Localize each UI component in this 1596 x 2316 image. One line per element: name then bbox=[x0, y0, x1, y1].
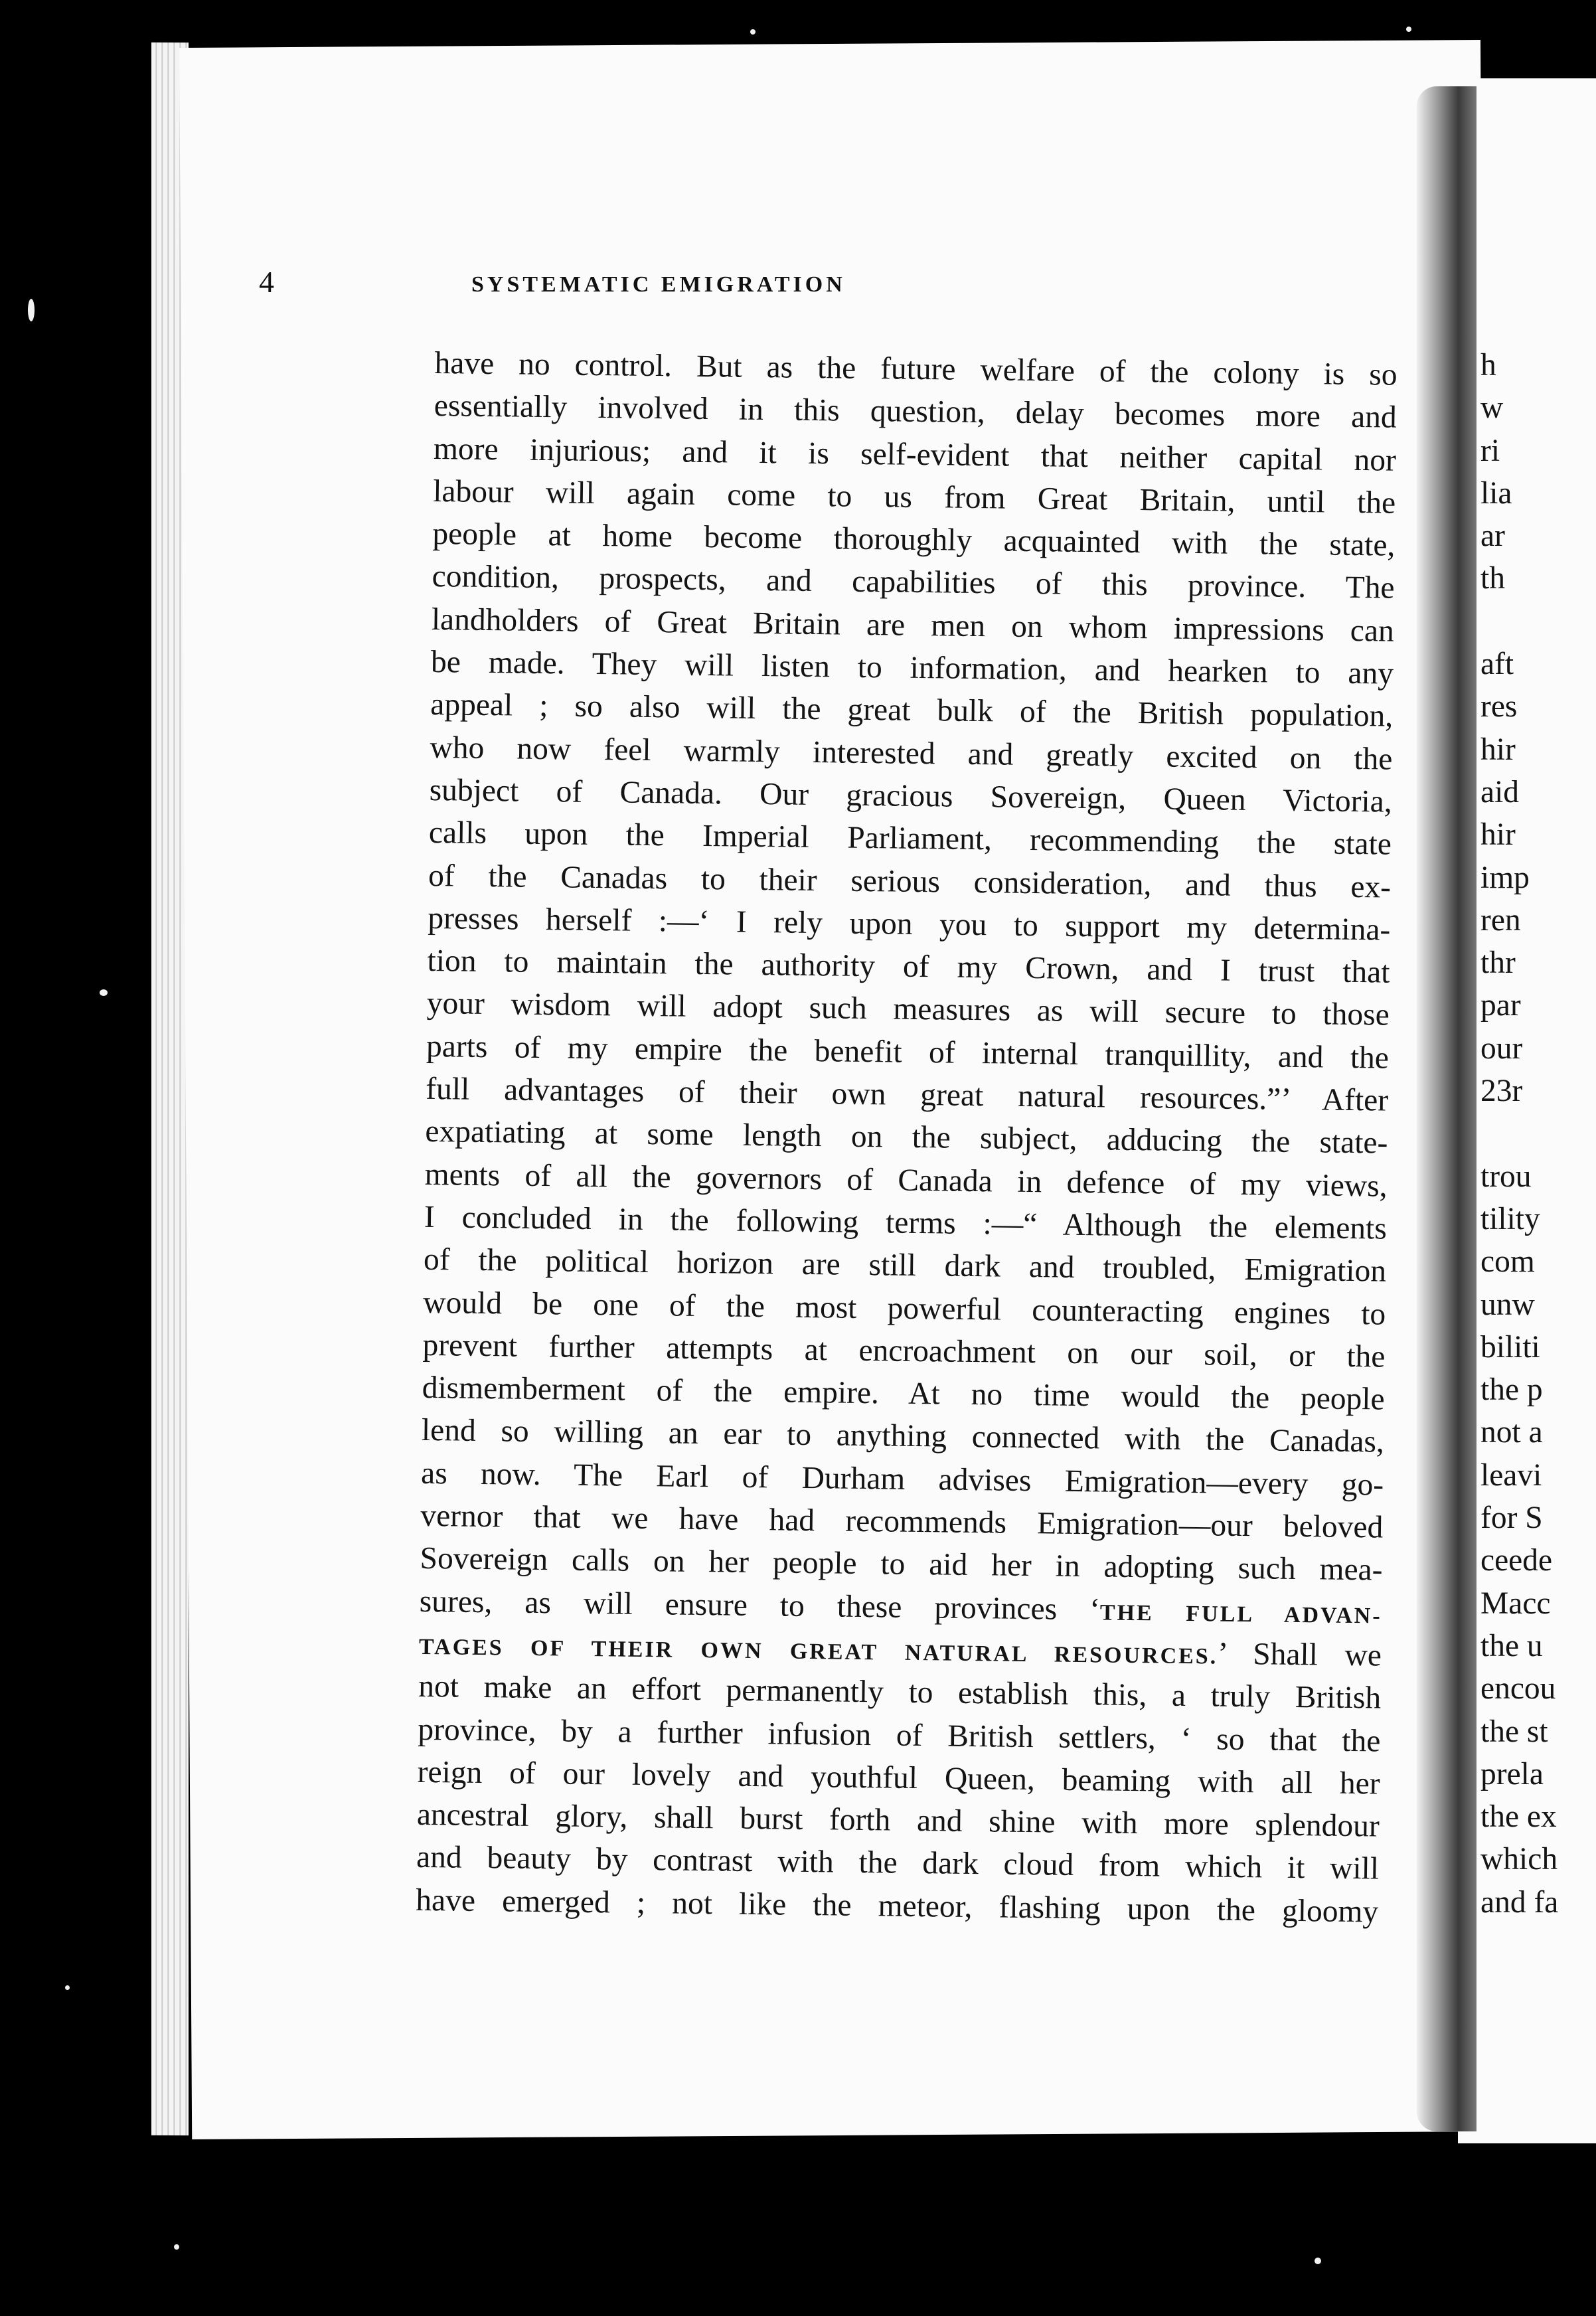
facing-page-line: the st bbox=[1480, 1714, 1548, 1749]
text-run: tion to maintain the authority of my Crown, and I trust that bbox=[427, 944, 1390, 990]
text-run: presses herself :—‘ I rely upon you to support my determina- bbox=[428, 900, 1391, 948]
text-run: as now. The Earl of Durham advises Emigration—every go- bbox=[420, 1455, 1384, 1503]
text-run: expatiating at some length on the subject, adducing the state- bbox=[425, 1114, 1388, 1161]
text-run: reign of our lovely and youthful Queen, beaming with all her bbox=[417, 1754, 1380, 1801]
text-run: parts of my empire the benefit of internal tranquillity, and the bbox=[426, 1029, 1390, 1076]
facing-page-line bbox=[1480, 600, 1596, 643]
text-run: have emerged ; not like the meteor, flashing upon the gloomy bbox=[416, 1882, 1379, 1930]
text-run: of the Canadas to their serious consideration, and thus ex- bbox=[428, 858, 1392, 905]
scan-speck bbox=[750, 29, 756, 35]
running-title: SYSTEMATIC EMIGRATION bbox=[471, 272, 846, 297]
facing-page-line: aid bbox=[1480, 774, 1520, 809]
facing-page-line: Macc bbox=[1480, 1586, 1551, 1621]
text-run: vernor that we have had recommends Emigration—our beloved bbox=[420, 1498, 1384, 1545]
text-run: who now feel warmly interested and greatly excited on the bbox=[430, 730, 1393, 777]
small-caps-text: THE FULL ADVAN- bbox=[1099, 1600, 1382, 1629]
text-run: I concluded in the following terms :—“ Although the elements bbox=[424, 1199, 1388, 1246]
text-run: have no control. But as the future welfare of the colony is so bbox=[434, 345, 1397, 392]
page-header bbox=[259, 264, 1129, 304]
facing-page-line: encou bbox=[1480, 1671, 1556, 1706]
scan-speck bbox=[28, 299, 35, 321]
facing-page-line: res bbox=[1480, 689, 1518, 724]
facing-page-line: and fa bbox=[1480, 1884, 1559, 1920]
body-text bbox=[416, 342, 1397, 1934]
text-run: full advantages of their own great natural resources.”’ After bbox=[425, 1071, 1389, 1118]
facing-page-text bbox=[1480, 344, 1596, 1924]
facing-page-line: for S bbox=[1480, 1501, 1543, 1536]
facing-page-line: lia bbox=[1480, 475, 1512, 511]
text-run: prevent further attempts at encroachment on our soil, or the bbox=[422, 1327, 1386, 1374]
page-number: 4 bbox=[259, 265, 274, 299]
text-run: ancestral glory, shall burst forth and shine with more splendour bbox=[416, 1797, 1380, 1844]
facing-page-line: ar bbox=[1480, 519, 1505, 554]
facing-page-line: not a bbox=[1480, 1415, 1543, 1450]
facing-page-line: com bbox=[1480, 1244, 1535, 1280]
facing-page-line: tility bbox=[1480, 1201, 1540, 1236]
text-run: appeal ; so also will the great bulk of the British population, bbox=[430, 687, 1394, 734]
scan-speck bbox=[100, 989, 108, 996]
facing-page-line: our bbox=[1480, 1031, 1523, 1066]
facing-page-line: ri bbox=[1480, 433, 1500, 468]
facing-page-line: aft bbox=[1480, 647, 1514, 682]
text-run: Sovereign calls on her people to aid her in adopting such mea- bbox=[420, 1541, 1383, 1588]
text-run: be made. They will listen to information, and hearken to any bbox=[430, 645, 1394, 691]
scan-speck bbox=[174, 2244, 179, 2250]
facing-page-line: thr bbox=[1480, 946, 1516, 981]
facing-page-line: 23r bbox=[1480, 1074, 1523, 1109]
facing-page-line: the u bbox=[1480, 1628, 1543, 1663]
text-run: dismemberment of the empire. At no time would the people bbox=[422, 1370, 1385, 1417]
facing-page-line: unw bbox=[1480, 1287, 1535, 1322]
facing-page-line: hir bbox=[1480, 817, 1516, 853]
text-run: of the political horizon are still dark and troubled, Emigration bbox=[423, 1242, 1387, 1289]
facing-page-line bbox=[1480, 1112, 1596, 1155]
facing-page-line: prela bbox=[1480, 1756, 1544, 1791]
text-run: subject of Canada. Our gracious Sovereign, Queen Victoria, bbox=[429, 772, 1392, 819]
text-run: people at home become thoroughly acquainted with the state, bbox=[432, 517, 1396, 563]
facing-page-line: biliti bbox=[1480, 1329, 1540, 1365]
text-run: ments of all the governors of Canada in defence of my views, bbox=[424, 1157, 1388, 1204]
text-run: ’ Shall we bbox=[1217, 1636, 1382, 1673]
text-run: labour will again come to us from Great Britain, until the bbox=[432, 473, 1396, 521]
facing-page-line: ren bbox=[1480, 902, 1521, 938]
text-run: condition, prospects, and capabilities of this province. The bbox=[432, 559, 1395, 606]
text-run: calls upon the Imperial Parliament, recommending the state bbox=[428, 815, 1392, 862]
text-run: essentially involved in this question, delay becomes more and bbox=[434, 388, 1397, 436]
text-run: would be one of the most powerful counteracting engines to bbox=[423, 1285, 1386, 1332]
scan-speck bbox=[65, 1985, 70, 1990]
facing-page-line: the p bbox=[1480, 1372, 1543, 1408]
facing-page-line: trou bbox=[1480, 1159, 1532, 1194]
text-run: more injurious; and it is self-evident that neither capital nor bbox=[433, 431, 1397, 478]
text-run: province, by a further infusion of British settlers, ‘ so that the bbox=[418, 1712, 1381, 1759]
facing-page-line: leavi bbox=[1480, 1457, 1542, 1493]
facing-page-line: the ex bbox=[1480, 1799, 1557, 1835]
text-run: your wisdom will adopt such measures as will secure to those bbox=[426, 986, 1390, 1033]
facing-page-line: par bbox=[1480, 988, 1521, 1023]
text-run: not make an effort permanently to establish this, a truly British bbox=[418, 1669, 1382, 1716]
book-gutter bbox=[1417, 86, 1476, 2131]
facing-page-line: which bbox=[1480, 1842, 1558, 1877]
scan-speck bbox=[1406, 27, 1411, 32]
text-run: landholders of Great Britain are men on whom impressions can bbox=[431, 602, 1395, 649]
facing-page-line: hir bbox=[1480, 732, 1516, 767]
text-run: sures, as will ensure to these provinces ‘ bbox=[419, 1584, 1101, 1627]
facing-page-line: imp bbox=[1480, 860, 1530, 895]
facing-page-line: h bbox=[1480, 348, 1496, 382]
facing-page-line: ceede bbox=[1480, 1543, 1553, 1578]
facing-page-line: w bbox=[1480, 390, 1504, 426]
facing-page-line: th bbox=[1480, 561, 1505, 596]
text-run: and beauty by contrast with the dark cloud from which it will bbox=[416, 1840, 1380, 1886]
scan-speck bbox=[1315, 2258, 1321, 2264]
small-caps-text: TAGES OF THEIR OWN GREAT NATURAL RESOURCES. bbox=[418, 1634, 1218, 1669]
text-run: lend so willing an ear to anything connected with the Canadas, bbox=[421, 1413, 1385, 1460]
